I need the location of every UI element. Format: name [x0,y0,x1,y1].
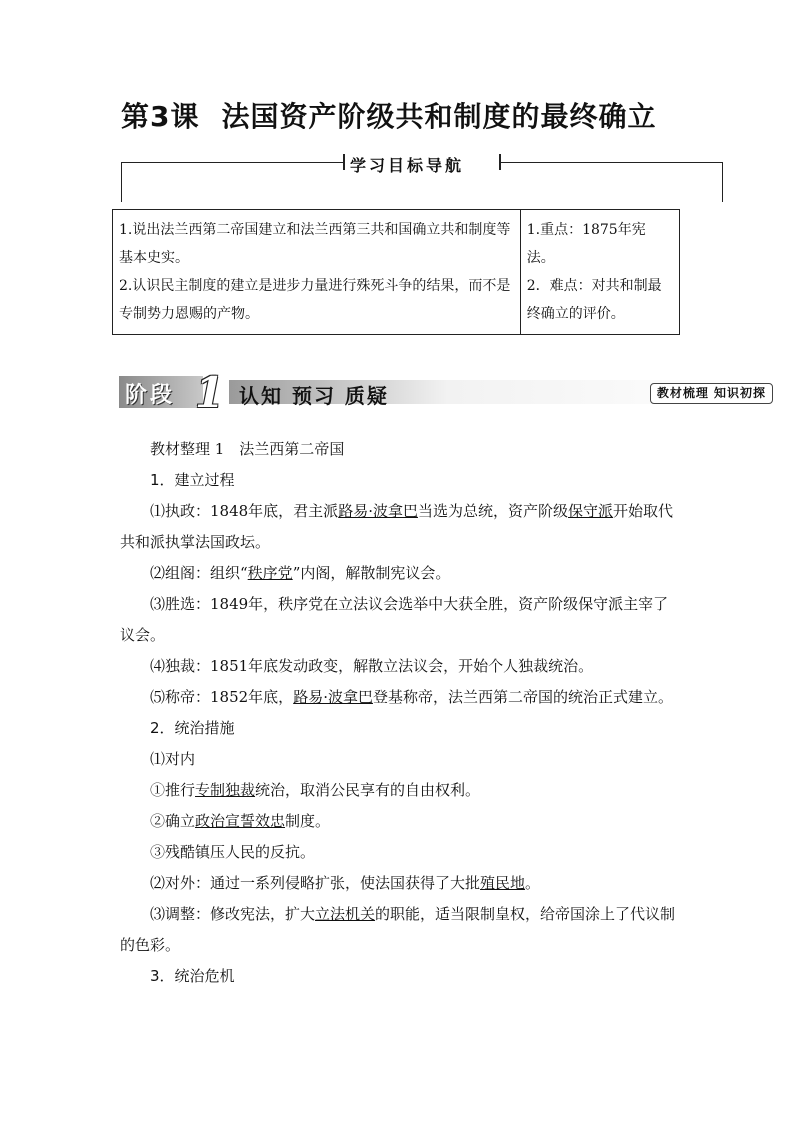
paragraph: ③残酷镇压人民的反抗。 [150,843,316,861]
text-run: 开始取代共和派执掌法国政坛。 [120,502,674,551]
goals-table [112,209,680,335]
underlined-term: 路易·波拿巴 [293,688,373,706]
text-run: ⑵组阁：组织“ [150,564,248,582]
stage-banner [119,368,775,417]
text-run: 当选为总统，资产阶级 [417,502,568,520]
subheading: 2．统治措施 [150,719,235,737]
text-run: ①推行 [150,781,196,799]
underlined-term: 保守派 [567,502,613,520]
underlined-term: 路易·波拿巴 [338,502,418,520]
goal-item: 1.说出法兰西第二帝国建立和法兰西第三共和国确立共和制度等基本史实。 [119,222,511,266]
stage-tag: 教材梳理 知识初探 [650,383,773,404]
paragraph [120,775,682,806]
goal-key-item: 2．难点：对共和制最终确立的评价。 [526,278,662,322]
text-run: ⑸称帝：1852年底， [150,688,294,706]
goal-key-item: 1.重点：1875年宪法。 [526,222,646,266]
divider [501,162,723,163]
text-run: 的职能，适当限制皇权，给帝国涂上了代议制的色彩。 [120,905,676,954]
stage-title: 认知 预习 质疑 [239,384,389,408]
divider [121,162,122,202]
text-run: 制度。 [285,812,331,830]
text-run: ⑵对外：通过一系列侵略扩张，使法国获得了大批 [150,874,481,892]
paragraph [120,558,682,589]
underlined-term: 秩序党 [247,564,293,582]
paragraph [120,496,682,558]
underlined-term: 立法机关 [315,905,376,923]
lesson-number: 第3课 [121,100,200,133]
text-run: ”内阁，解散制宪议会。 [292,564,451,582]
stage-label: 阶段 [125,383,176,408]
underlined-term: 政治宣誓效忠 [195,812,286,830]
text-run: ⑶调整：修改宪法，扩大 [150,905,316,923]
paragraph: ⑴对内 [150,750,196,768]
section-title: 教材整理 1 法兰西第二帝国 [150,440,345,458]
paragraph [120,899,682,961]
nav-label: 学习目标导航 [350,156,465,175]
stage-number: 1 [195,368,225,417]
lesson-title-text: 法国资产阶级共和制度的最终确立 [221,100,657,133]
underlined-term: 专制独裁 [195,781,256,799]
lesson-title [121,95,657,135]
goal-item: 2.认识民主制度的建立是进步力量进行殊死斗争的结果，而不是专制势力恩赐的产物。 [119,278,511,322]
paragraph [120,806,682,837]
text-run: ②确立 [150,812,196,830]
goals-cell-left [113,210,521,335]
subheading: 3．统治危机 [150,967,235,985]
text-run: 。 [525,874,541,892]
paragraph: ⑶胜选：1849年，秩序党在立法议会选举中大获全胜，资产阶级保守派主宰了议会。 [120,595,669,644]
divider [343,154,345,170]
text-run: ⑴执政：1848年底，君主派 [150,502,339,520]
goals-cell-right [520,210,679,335]
text-run: 登基称帝，法兰西第二帝国的统治正式建立。 [372,688,673,706]
paragraph [120,868,682,899]
subheading: 1．建立过程 [150,471,235,489]
divider [121,162,343,163]
paragraph: ⑷独裁：1851年底发动政变，解散立法议会，开始个人独裁统治。 [150,657,594,675]
paragraph [120,682,682,713]
text-run: 统治，取消公民享有的自由权利。 [255,781,481,799]
underlined-term: 殖民地 [480,874,526,892]
body-text [120,434,682,992]
divider [722,162,723,202]
divider [499,154,501,170]
